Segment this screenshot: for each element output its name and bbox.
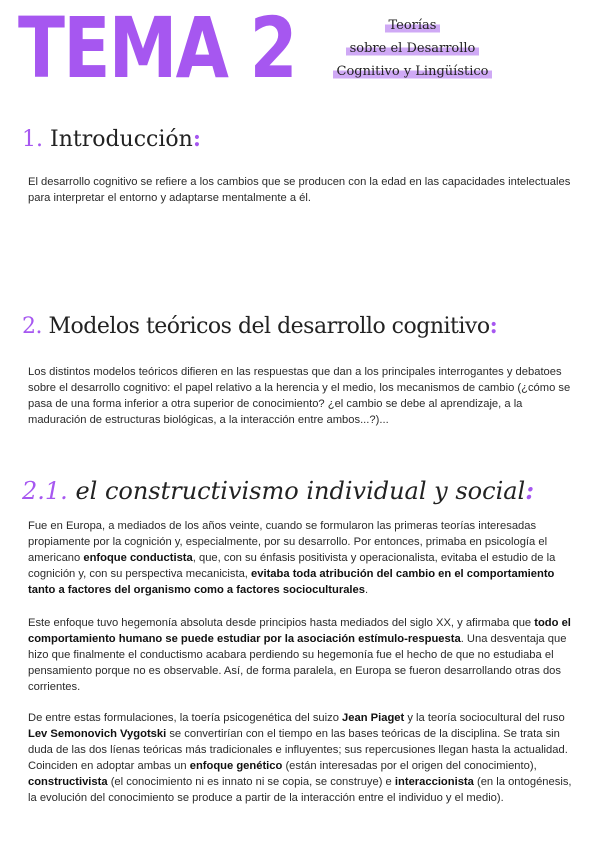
bold-term: Jean Piaget [342,712,405,724]
paragraph-formulaciones [28,710,573,806]
text-run: (están interesadas por el origen del conocimiento), [282,760,537,772]
text-run: (el conocimiento ni es innato ni se copia, se construye) e [107,776,395,788]
text-run: De entre estas formulaciones, la toería psicogenética del suizo [28,712,343,724]
subtitle [300,14,525,83]
text-run: , que, con su énfasis positivista y operacionalista, evitaba el estudio de la cognición y, con su perspectiva mecanicista, [28,552,556,580]
paragraph-europa [28,518,573,598]
text-run: Fue en Europa, a mediados de los años veinte, cuando se formularon las primeras teorías interesadas propiamente por la cognición y, especialmente, por su desarrollo. Por entonces, primaba en psicología el americano [28,520,548,564]
section-heading-modelos [22,313,497,339]
bold-term: evitaba toda atribución del cambio en el comportamiento tanto a factores del organismo como a factores socioculturales [28,568,555,596]
bold-term: Lev Semonovich Vygotski [28,728,167,740]
section-label: Introducción [50,127,193,152]
bold-term: interaccionista [394,776,474,788]
bold-term: enfoque genético [189,760,283,772]
text-run: . [364,584,369,596]
section-colon: : [192,126,201,152]
section-label: el constructivismo individual y social [75,477,526,505]
section-colon: : [489,313,498,339]
text-run: se convertirían con el tiempo en las bases teóricas de la disciplina. Se trata sin duda de las dos líenas teóricas más tradicionales e influyentes; sus repercusiones llegan hasta la actualidad. Coinciden en adoptar ambas un [28,728,568,772]
page-title: TEMA 2 [18,0,296,97]
section-number: 2.1. [22,477,68,505]
subtitle-line-2: sobre el Desarrollo [346,40,480,57]
subtitle-line-3: Cognitivo y Lingüístico [333,63,493,80]
text-run: Este enfoque tuvo hegemonía absoluta desde principios hasta mediados del siglo XX, y afirmaba que [28,617,535,629]
section-label: Modelos teóricos del desarrollo cognitivo [48,314,490,339]
paragraph-hegemonia [28,615,573,695]
section-heading-constructivismo [22,476,534,505]
text-run: (en la ontogénesis, la evolución del conocimiento se produce a partir de la interacción entre el individuo y el medio). [28,776,572,804]
text-run: . Una desventaja que hizo que finalmente el conductismo acabara perdiendo su hegemonía fue el hecho de que no estudiaba el pensamiento porque no es observable. Así, de forma paralela, en Europa se fueron desarrollando otras dos corrientes. [28,633,567,693]
bold-term: todo el comportamiento humano se puede estudiar por la asociación estímulo-respuesta [28,617,571,645]
section-colon: : [525,476,535,505]
subtitle-line-1: Teorías [385,17,441,34]
text-run: y la teoría sociocultural del ruso [404,712,565,724]
section-number: 1. [22,127,43,152]
paragraph-intro: El desarrollo cognitivo se refiere a los cambios que se producen con la edad en las capacidades intelectuales para interpretar el entorno y adaptarse mentalmente a él. [28,176,571,204]
paragraph-modelos: Los distintos modelos teóricos difieren en las respuestas que dan a los principales interrogantes y debatoes sobre el desarrollo cognitivo: el papel relativo a la herencia y el medio, los mecanismos de cambio (¿cómo se pasa de una forma inferior a otra superior de conocimiento? ¿el cambio se debe al aprendizaje, a la maduración de estructuras biológicas, a la interacción entre ambos...?)... [28,366,571,426]
bold-term: constructivista [28,776,108,788]
bold-term: enfoque conductista [83,552,193,564]
section-heading-introduccion [22,126,201,152]
section-number: 2. [22,314,42,339]
